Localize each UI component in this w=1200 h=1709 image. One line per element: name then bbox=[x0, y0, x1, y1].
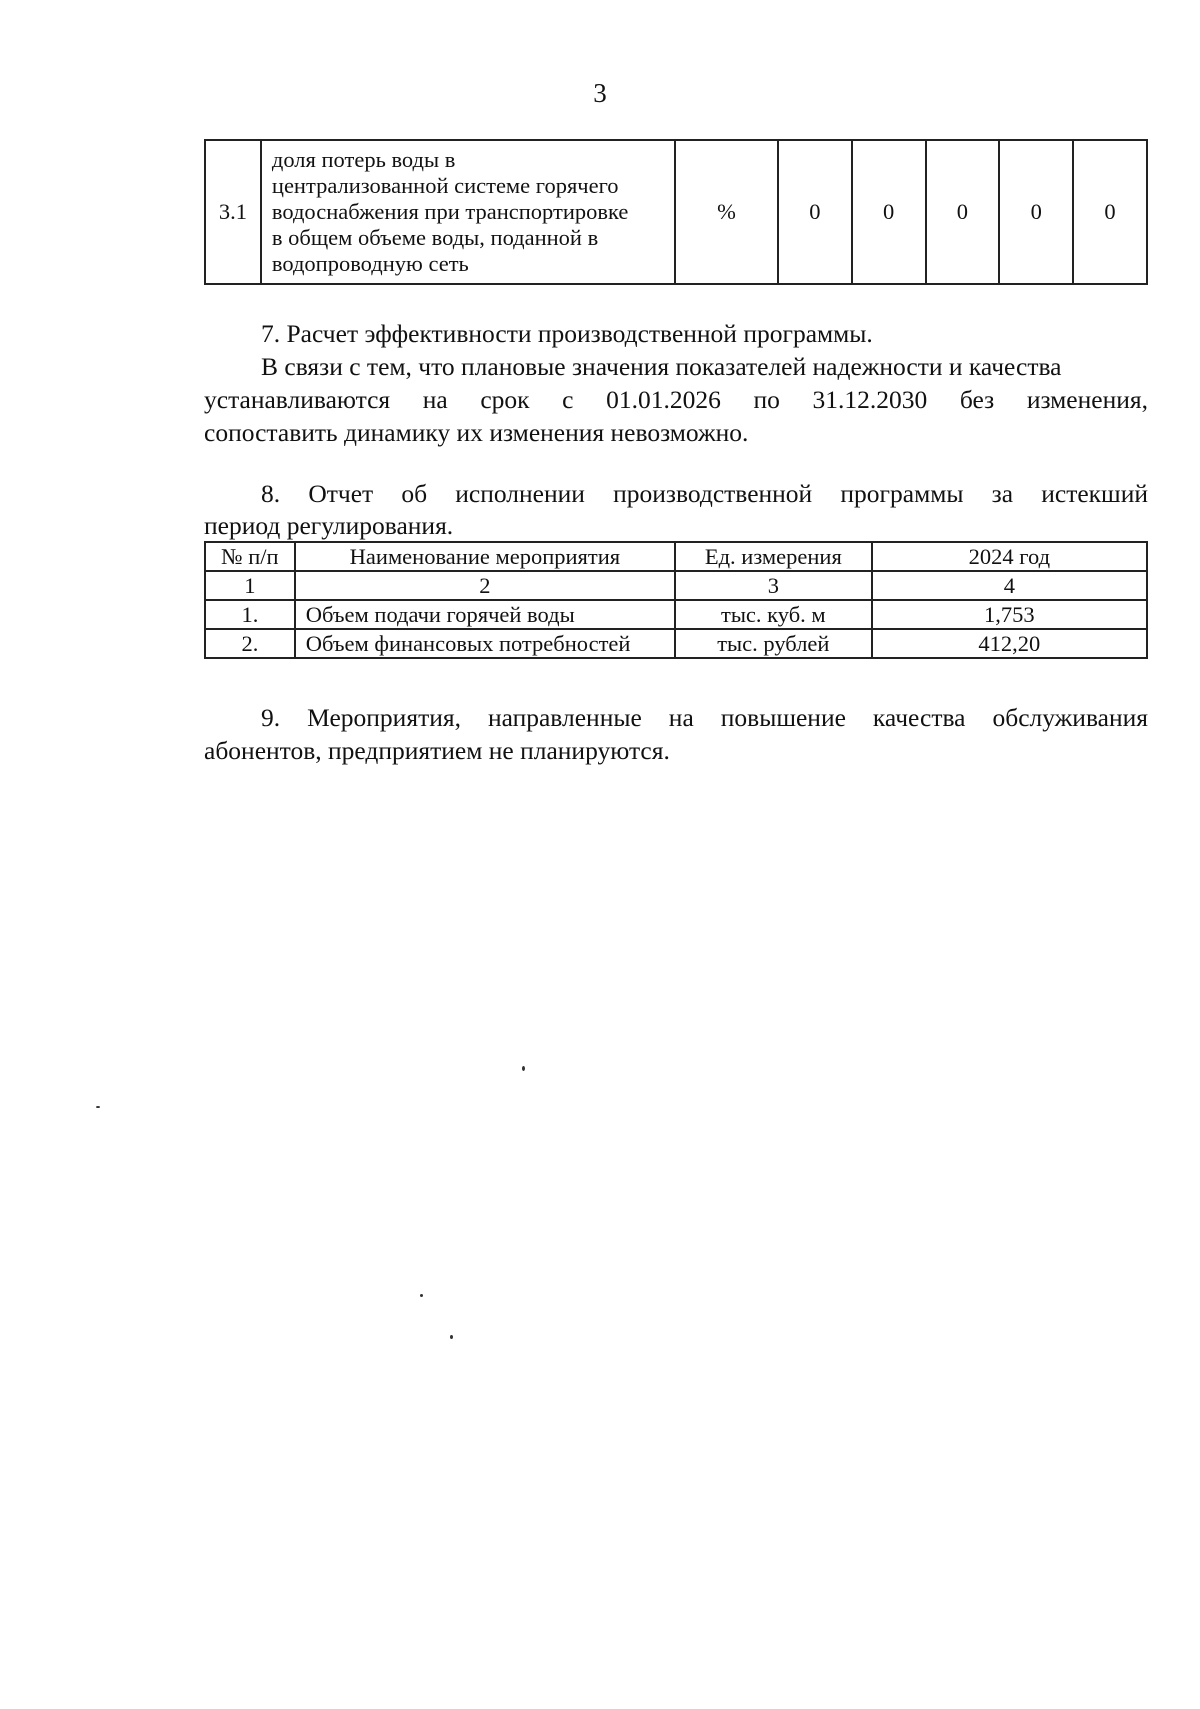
section7-line: устанавливаются на срок с 01.01.2026 по 31.12.2030 без изменения, bbox=[204, 385, 1148, 414]
unit-cell: % bbox=[675, 140, 778, 284]
description-line: водоснабжения при транспортировке bbox=[271, 199, 629, 224]
row-number: 1. bbox=[205, 600, 295, 629]
section9-line: 9. Мероприятия, направленные на повышение качества обслуживания bbox=[261, 703, 1148, 732]
value-cell: 0 bbox=[926, 140, 1000, 284]
unit-cell: тыс. рублей bbox=[675, 629, 872, 658]
scan-speck bbox=[420, 1294, 423, 1297]
description-line: централизованной системе горячего bbox=[271, 173, 619, 198]
report-table bbox=[204, 541, 1148, 659]
column-header: № п/п bbox=[205, 542, 295, 571]
description-line: водопроводную сеть bbox=[271, 251, 469, 276]
table-numbering-row bbox=[205, 571, 1147, 600]
value-cell: 0 bbox=[1073, 140, 1147, 284]
column-header: Ед. измерения bbox=[675, 542, 872, 571]
value-cell: 0 bbox=[778, 140, 852, 284]
table-header-row bbox=[205, 542, 1147, 571]
column-number: 4 bbox=[872, 571, 1147, 600]
section8-line: период регулирования. bbox=[204, 511, 454, 540]
value-cell: 0 bbox=[999, 140, 1073, 284]
table-row bbox=[205, 629, 1147, 658]
measure-name: Объем финансовых потребностей bbox=[295, 629, 675, 658]
value-cell: 0 bbox=[852, 140, 926, 284]
description-line: в общем объеме воды, поданной в bbox=[271, 225, 599, 250]
unit-cell: тыс. куб. м bbox=[675, 600, 872, 629]
scan-speck bbox=[96, 1106, 100, 1108]
value-cell: 1,753 bbox=[872, 600, 1147, 629]
indicator-description bbox=[261, 140, 675, 284]
measure-name: Объем подачи горячей воды bbox=[295, 600, 675, 629]
column-header: Наименование мероприятия bbox=[295, 542, 675, 571]
description-line: доля потерь воды в bbox=[271, 147, 456, 172]
section7-line: сопоставить динамику их изменения невозможно. bbox=[204, 418, 749, 447]
section8-line: 8. Отчет об исполнении производственной программы за истекший bbox=[261, 479, 1148, 508]
column-number: 2 bbox=[295, 571, 675, 600]
row-number: 3.1 bbox=[205, 140, 261, 284]
scan-speck bbox=[522, 1066, 525, 1071]
table-row bbox=[205, 140, 1147, 284]
page-number: 3 bbox=[593, 78, 607, 108]
section7-heading: 7. Расчет эффективности производственной программы. bbox=[261, 319, 873, 348]
indicator-table bbox=[204, 139, 1148, 285]
column-number: 1 bbox=[205, 571, 295, 600]
column-number: 3 bbox=[675, 571, 872, 600]
value-cell: 412,20 bbox=[872, 629, 1147, 658]
section9-line: абонентов, предприятием не планируются. bbox=[204, 736, 670, 765]
row-number: 2. bbox=[205, 629, 295, 658]
section7-line: В связи с тем, что плановые значения показателей надежности и качества bbox=[261, 352, 1062, 381]
scan-speck bbox=[450, 1335, 453, 1339]
table-row bbox=[205, 600, 1147, 629]
column-header: 2024 год bbox=[872, 542, 1147, 571]
